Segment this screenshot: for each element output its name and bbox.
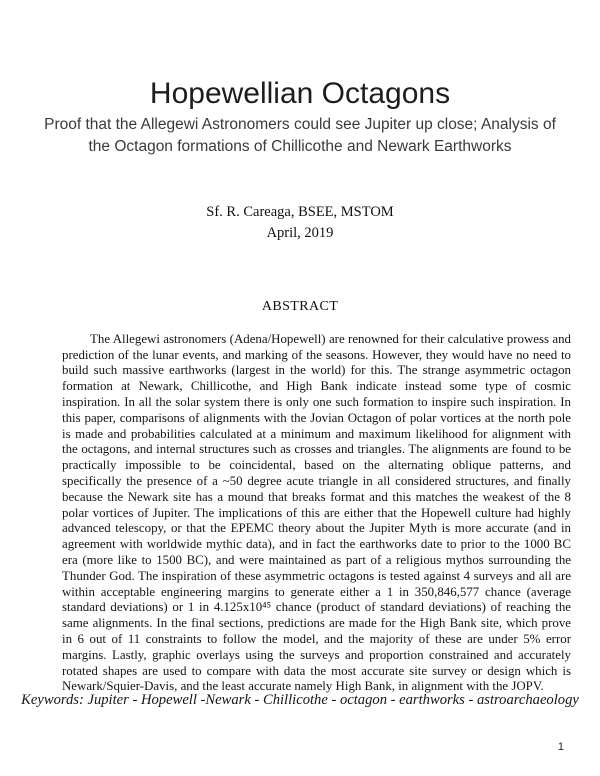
keywords-line: Keywords: Jupiter - Hopewell -Newark - Chillicothe - octagon - earthworks - astroarchaeology xyxy=(21,692,579,708)
page-title: Hopewellian Octagons xyxy=(149,77,451,111)
author-name: Sf. R. Careaga, BSEE, MSTOM xyxy=(206,204,394,220)
page-number: 1 xyxy=(557,741,564,753)
author-block xyxy=(0,202,600,244)
publication-date: April, 2019 xyxy=(266,225,334,241)
abstract-heading: ABSTRACT xyxy=(261,299,339,314)
page-subtitle: Proof that the Allegewi Astronomers could see Jupiter up close; Analysis of the Octagon formations of Chillicothe and Newark Earthworks xyxy=(44,115,556,156)
abstract-paragraph: The Allegewi astronomers (Adena/Hopewell) are renowned for their calculative prowess and prediction of the lunar events, and marking of the seasons. However, they would have no need to build such massive earthworks (largest in the world) for this. The strange asymmetric octagon formation at Newark, Chillicothe, and High Bank indicate instead some type of cosmic inspiration. In all the solar system there is only one such formation to inspire such inspiration. In this paper, comparisons of alignments with the Jovian Octagon of polar vortices at the north pole is made and probabilities calculated at a minimum and maximum likelihood for alignment with the octagons, and internal structures such as crosses and triangles. The alignments are found to be practically impossible to be coincidental, based on the alternating oblique patterns, and specifically the presence of a ~50 degree acute triangle in all considered structures, and finally because the Newark site has a mound that breaks format and this matches the weakest of the 8 polar vortices of Jupiter. The implications of this are either that the Hopewell culture had highly advanced telescopy, or that the EPEMC theory about the Jupiter Myth is more accurate (and in agreement with worldwide mythic data), and in fact the earthworks date to prior to the 1000 BC era (more like to 1500 BC), and were maintained as part of a religious mythos surrounding the Thunder God. The inspiration of these asymmetric octagons is tested against 4 surveys and all are within acceptable engineering margins to generate either a 1 in 350,846,577 chance (average standard deviations) or 1 in 4.125x10⁴⁵ chance (product of standard deviations) of reaching the same alignments. In the final sections, predictions are made for the High Bank site, which prove in 6 out of 11 constraints to follow the model, and the majority of these are under 5% error margins. Lastly, graphic overlays using the surveys and proportion constrained and accurately rotated shapes are used to compare with data the most accurate site survey or design which is Newark/Squier-Davis, and the least accurate namely High Bank, in alignment with the JOPV. xyxy=(62,331,571,694)
